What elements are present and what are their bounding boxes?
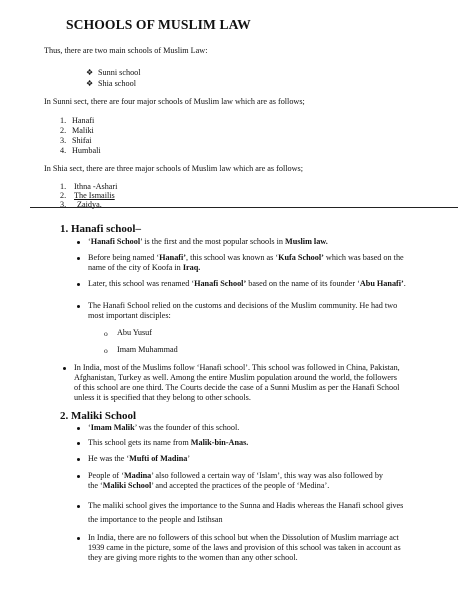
bullet-icon (77, 305, 80, 308)
diamond-bullet-icon: ❖ (86, 68, 94, 77)
circle-bullet-icon: o (104, 346, 108, 355)
paragraph-line: most important disciples: (88, 311, 171, 320)
paragraph-line: 1939 came in the picture, some of the laws and provision of this school was taken in account as (88, 543, 401, 552)
paragraph-line: of this school are one third. The Courts decide the case of a Sunni Muslim as per the Hanafi School (74, 383, 400, 392)
paragraph-line: Afghanistan, Turkey as well. Among the entire Muslim population around the world, the followers (74, 373, 397, 382)
sunni-intro-text: In Sunni sect, there are four major schools of Muslim law which are as follows; (44, 97, 305, 106)
paragraph: In India, there are no followers of this school but when the Dissolution of Muslim marriage act (88, 533, 399, 542)
paragraph: In India, most of the Muslims follow ‘Hanafi school’. This school was followed in China, Pakistan, (74, 363, 400, 372)
list-item: Ithna -Ashari (74, 182, 118, 191)
list-item: Imam Muhammad (117, 345, 178, 354)
list-number: 1. (60, 116, 67, 125)
bullet-icon (77, 241, 80, 244)
section-divider (30, 207, 458, 208)
section-heading-hanafi: 1. Hanafi school– (60, 223, 141, 235)
bullet-icon (77, 442, 80, 445)
paragraph: The Hanafi School relied on the customs and decisions of the Muslim community. He had two (88, 301, 398, 310)
diamond-bullet-icon: ❖ (86, 79, 94, 88)
section-heading-maliki: 2. Maliki School (60, 410, 137, 422)
paragraph: The maliki school gives the importance to the Sunna and Hadis whereas the Hanafi school gives (88, 501, 404, 510)
list-number: 4. (60, 146, 67, 155)
bullet-icon (77, 458, 80, 461)
bullet-icon (77, 283, 80, 286)
paragraph-line: unless it is specified that they belong to other schools. (74, 393, 251, 402)
bullet-icon (77, 475, 80, 478)
paragraph: He was the ‘Mufti of Madina’ (88, 454, 191, 463)
paragraph: ‘Imam Malik’ was the founder of this school. (88, 423, 240, 432)
bullet-icon (63, 367, 66, 370)
list-item: Shia school (98, 79, 136, 88)
list-item: Hanafi (72, 116, 95, 125)
page-title: SCHOOLS OF MUSLIM LAW (66, 17, 251, 32)
paragraph-line: the ‘Maliki School’ and accepted the practices of the people of ‘Medina’. (88, 481, 330, 490)
bullet-icon (77, 537, 80, 540)
bullet-icon (77, 505, 80, 508)
circle-bullet-icon: o (104, 329, 108, 338)
paragraph: Later, this school was renamed ‘Hanafi School’ based on the name of its founder ‘Abu Hanafi’. (88, 279, 406, 288)
paragraph: Before being named ‘Hanafi’, this school was known as ‘Kufa School’ which was based on the (88, 253, 404, 262)
list-item: The Ismailis (74, 191, 115, 200)
list-item: Sunni school (98, 68, 141, 77)
paragraph-line: name of the city of Koofa in Iraq. (88, 263, 201, 272)
paragraph-line: the importance to the people and Istihsan (88, 515, 223, 524)
list-item: Shifai (72, 136, 92, 145)
paragraph: People of ‘Madina’ also followed a certain way of ‘Islam’, this way was also followed by (88, 471, 384, 480)
paragraph: This school gets its name from Malik-bin-Anas. (88, 438, 249, 447)
shia-intro-text: In Shia sect, there are three major schools of Muslim law which are as follows; (44, 164, 303, 173)
list-item: Humbali (72, 146, 101, 155)
list-item: Zaidya. (77, 200, 102, 209)
list-number: 3. (60, 200, 67, 209)
list-number: 2. (60, 126, 67, 135)
list-item: Abu Yusuf (117, 328, 152, 337)
intro-text: Thus, there are two main schools of Muslim Law: (44, 46, 208, 55)
list-item: Maliki (72, 126, 94, 135)
paragraph-line: they are giving more rights to the women than any other school. (88, 553, 298, 562)
list-number: 2. (60, 191, 67, 200)
list-number: 3. (60, 136, 67, 145)
bullet-icon (77, 427, 80, 430)
paragraph: ‘Hanafi School’ is the first and the most popular schools in Muslim law. (88, 237, 328, 246)
list-number: 1. (60, 182, 67, 191)
bullet-icon (77, 257, 80, 260)
